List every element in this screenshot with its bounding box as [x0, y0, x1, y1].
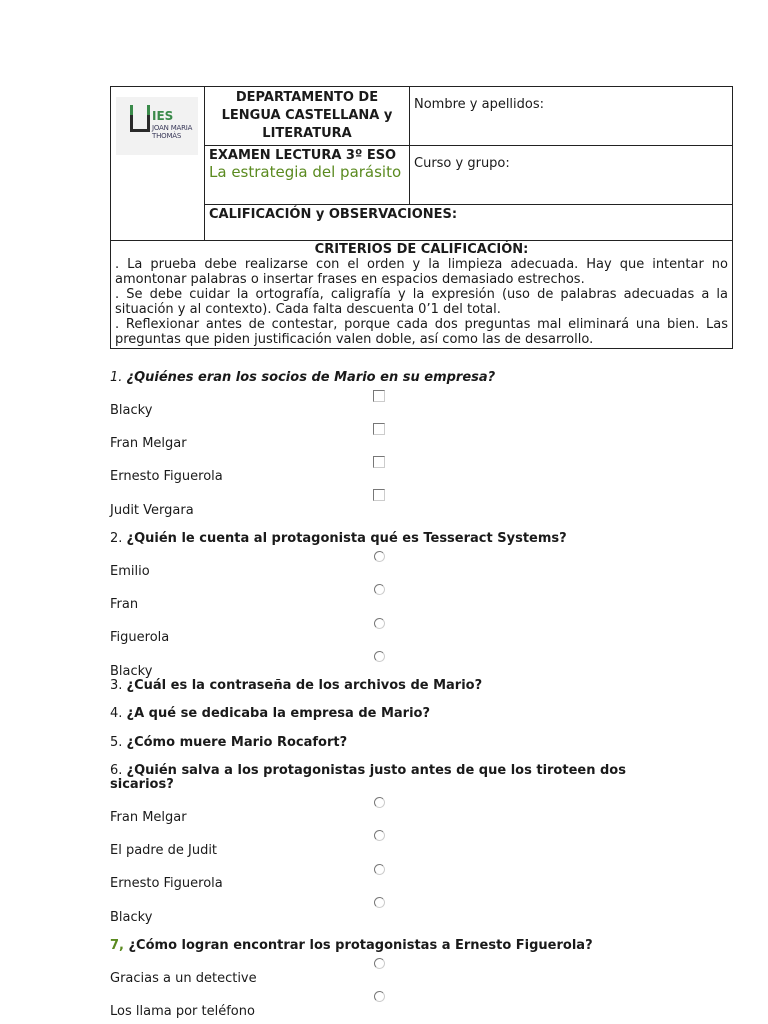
- option-label: Gracias a un detective: [110, 971, 257, 986]
- question-number: 3.: [110, 678, 127, 693]
- checkbox[interactable]: [373, 390, 385, 402]
- radio-button[interactable]: [374, 991, 385, 1002]
- grading-label: CALIFICACIÓN y OBSERVACIONES:: [205, 205, 733, 241]
- logo-subtext: [152, 124, 192, 140]
- question-7: [110, 938, 593, 953]
- option-label: Fran: [110, 597, 139, 612]
- option-label: Blacky: [110, 403, 153, 418]
- grading-criteria: [110, 240, 733, 349]
- question-6: [110, 763, 626, 778]
- question-text-continued: sicarios?: [110, 777, 174, 792]
- exam-subtitle: La estrategia del parásito: [209, 163, 402, 181]
- question-text: ¿Quién salva a los protagonistas justo antes de que los tiroteen dos: [126, 763, 626, 778]
- question-text: ¿Cuál es la contraseña de los archivos de Mario?: [126, 678, 483, 693]
- option-label: Blacky: [110, 910, 153, 925]
- question-text: ¿Quién le cuenta al protagonista qué es Tesseract Systems?: [126, 531, 567, 546]
- option-label: Los llama por teléfono: [110, 1004, 255, 1019]
- course-label: Curso y grupo:: [410, 146, 733, 205]
- option-label: El padre de Judit: [110, 843, 218, 858]
- logo-sub-line2: THOMÀS: [152, 132, 182, 140]
- question-number: 6.: [110, 763, 127, 778]
- exam-title: EXAMEN LECTURA 3º ESO: [209, 148, 397, 163]
- question-5: [110, 735, 347, 750]
- question-text: ¿Cómo logran encontrar los protagonistas a Ernesto Figuerola?: [128, 938, 593, 953]
- checkbox[interactable]: [373, 489, 385, 501]
- radio-button[interactable]: [374, 897, 385, 908]
- radio-button[interactable]: [374, 864, 385, 875]
- radio-button[interactable]: [374, 958, 385, 969]
- question-number: 5.: [110, 735, 127, 750]
- radio-button[interactable]: [374, 618, 385, 629]
- radio-button[interactable]: [374, 551, 385, 562]
- logo-cell: [111, 87, 205, 241]
- exam-header-table: [110, 86, 733, 241]
- name-label: Nombre y apellidos:: [410, 87, 733, 146]
- question-text: ¿Quiénes eran los socios de Mario en su empresa?: [126, 370, 496, 385]
- question-text: ¿A qué se dedicaba la empresa de Mario?: [126, 706, 431, 721]
- department-title: DEPARTAMENTO DE LENGUA CASTELLANA y LITERATURA: [205, 87, 410, 146]
- checkbox[interactable]: [373, 423, 385, 435]
- question-number: 1.: [110, 370, 127, 385]
- school-logo: [116, 97, 198, 155]
- question-number: 7,: [110, 938, 129, 953]
- question-6-continued: [110, 777, 174, 792]
- option-label: Ernesto Figuerola: [110, 469, 223, 484]
- question-2: [110, 531, 567, 546]
- radio-button[interactable]: [374, 797, 385, 808]
- question-4: [110, 706, 430, 721]
- school-logo-icon: [130, 115, 150, 132]
- question-3: [110, 678, 482, 693]
- criteria-item: . Reflexionar antes de contestar, porque cada dos preguntas mal eliminará una bien. Las preguntas que piden justificación valen doble, así como las de desarrollo.: [115, 317, 728, 347]
- radio-button[interactable]: [374, 584, 385, 595]
- criteria-item: . La prueba debe realizarse con el orden y la limpieza adecuada. Hay que intentar no amontonar palabras o insertar frases en espacios demasiado estrechos.: [115, 257, 728, 287]
- option-label: Emilio: [110, 564, 150, 579]
- radio-button[interactable]: [374, 830, 385, 841]
- question-text: ¿Cómo muere Mario Rocafort?: [126, 735, 348, 750]
- question-number: 4.: [110, 706, 127, 721]
- criteria-item: . Se debe cuidar la ortografía, caligrafía y la expresión (uso de palabras adecuadas a la situación y al contexto). Cada falta descuenta 0’1 del total.: [115, 287, 728, 317]
- logo-text: IES: [152, 109, 174, 123]
- option-label: Figuerola: [110, 630, 170, 645]
- option-label: Ernesto Figuerola: [110, 876, 223, 891]
- option-label: Fran Melgar: [110, 436, 187, 451]
- option-label: Judit Vergara: [110, 503, 194, 518]
- exam-title-cell: [205, 146, 410, 205]
- logo-sub-line1: JOAN MARIA: [152, 124, 193, 132]
- checkbox[interactable]: [373, 456, 385, 468]
- option-label: Blacky: [110, 664, 153, 679]
- criteria-title: CRITERIOS DE CALIFICACIÓN:: [314, 242, 529, 257]
- question-1: [110, 370, 495, 385]
- option-label: Fran Melgar: [110, 810, 187, 825]
- radio-button[interactable]: [374, 651, 385, 662]
- question-number: 2.: [110, 531, 127, 546]
